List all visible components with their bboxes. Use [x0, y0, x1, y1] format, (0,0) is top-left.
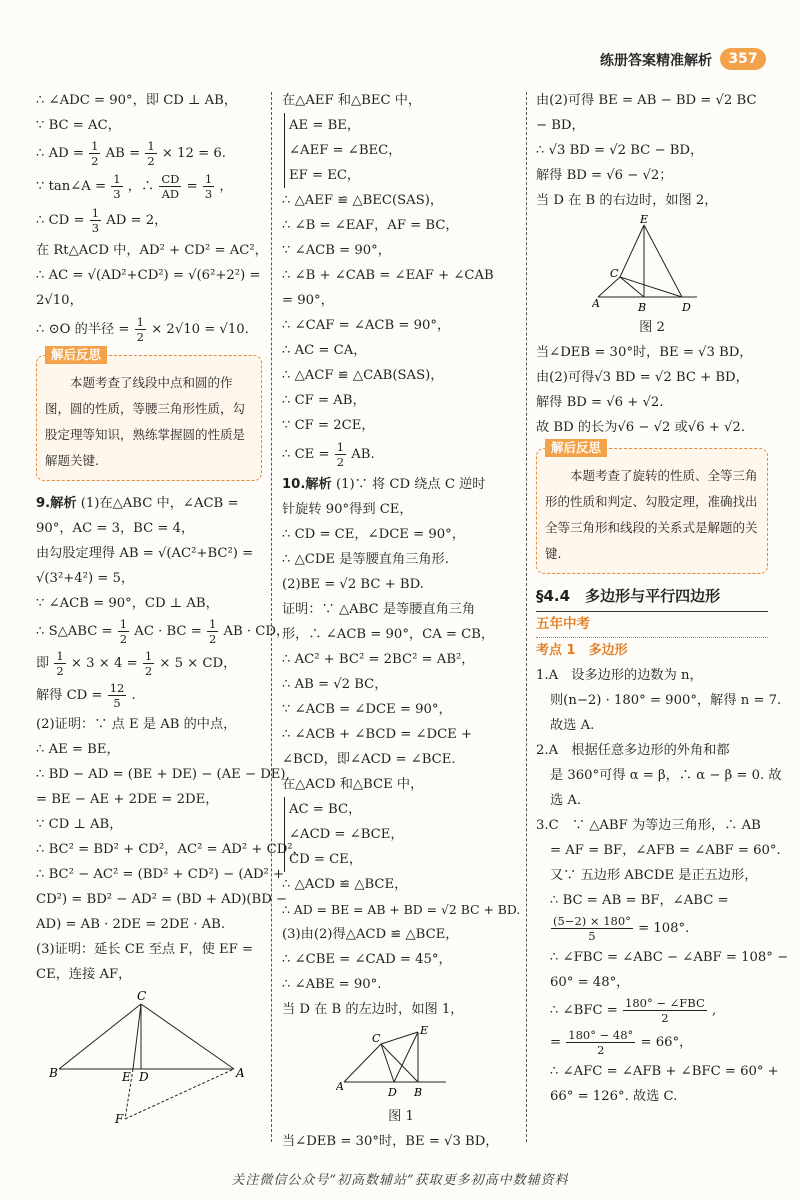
fraction: [143, 649, 154, 678]
point-label-a: A: [592, 297, 600, 310]
fraction-num: 1: [147, 139, 155, 153]
fraction: [623, 996, 707, 1025]
text-line: 当∠DEB = 30°时，BE = √3 BD，: [282, 1134, 499, 1149]
page-footer: 关注微信公众号“初高数辅站”获取更多初高中数辅资料: [231, 1173, 569, 1188]
text-line: 由勾股定理得 AB = √(AC²+BC²) =: [36, 546, 254, 561]
column-divider: [271, 92, 272, 1142]
text-line: ∴ BC = AB = BF，∠ABC =: [550, 893, 729, 908]
column-2: [282, 88, 520, 1154]
reflection-text: 本题考查了线段中点和圆的作图，圆的性质，等腰三角形性质，勾股定理等知识，熟练掌握圆的性质是解题关键.: [45, 375, 246, 468]
text-line: ∵ ∠ACB = 90°，CD ⊥ AB，: [36, 596, 219, 611]
fraction: [108, 681, 127, 710]
text-line: ∴ √3 BD = √2 BC − BD，: [536, 143, 704, 158]
fraction: [54, 649, 65, 678]
fraction-den: 2: [147, 154, 155, 168]
point-label-c: C: [372, 1032, 381, 1045]
text-line: [36, 138, 262, 170]
text-line: 当∠DEB = 30°时，BE = √3 BD，: [536, 345, 753, 360]
text-line: 选 A.: [550, 793, 582, 808]
fraction-den: 2: [336, 455, 345, 469]
text-line: [536, 1027, 768, 1059]
text-line: = AF = BF，∠AFB = ∠ABF = 60°.: [550, 843, 781, 858]
text-line: [36, 313, 262, 347]
text-line: EF = EC，: [289, 168, 361, 183]
text-line: 形，∴ ∠ACB = 90°，CA = CB，: [282, 627, 495, 642]
text-line: 1.A 设多边形的边数为 n，: [536, 668, 703, 683]
fraction-num: 1: [119, 617, 128, 631]
text-seg: 解得 CD =: [36, 688, 103, 703]
fraction: [551, 914, 633, 943]
text-line: 证明：∵ △ABC 是等腰直角三角: [282, 602, 476, 617]
fraction-den: 2: [597, 1043, 605, 1057]
text-seg: ∴ CD =: [36, 213, 85, 228]
column-3: [536, 88, 789, 1109]
text-line: 解得 BD = √6 + √2.: [536, 395, 664, 410]
text-line: 则(n−2) · 180° = 900°，解得 n = 7.: [550, 693, 782, 708]
column-1: [36, 88, 306, 1124]
text-line: ∴ AC = CA，: [282, 343, 367, 358]
text-line: 是 360°可得 α = β，∴ α − β = 0. 故: [550, 768, 782, 783]
text-line: √(3²+4²) = 5，: [36, 571, 135, 586]
text-line: ∴ AE = BE，: [36, 742, 120, 757]
reflection-box: [536, 440, 768, 574]
reflection-text: 本题考查了旋转的性质、全等三角形的性质和判定、勾股定理，准确找出全等三角形和线段的关系式是解题的关键.: [545, 468, 758, 561]
text-line: 90°，AC = 3，BC = 4，: [36, 521, 195, 536]
text-line: ∴ ∠B = ∠EAF，AF = BC，: [282, 218, 459, 233]
text-line: 在 Rt△ACD 中，AD² + CD² = AC²，: [36, 243, 268, 258]
text-seg: ∴ ∠BFC =: [550, 1003, 618, 1018]
text-line: ∴ △CDE 是等腰直角三角形.: [282, 552, 449, 567]
text-line: CE，连接 AF，: [36, 967, 132, 982]
text-line: ∵ ∠ACB = ∠DCE = 90°，: [282, 702, 452, 717]
fraction-num: 1: [204, 172, 213, 186]
fraction: [118, 617, 129, 646]
text-seg: =: [186, 179, 198, 194]
text-seg: AC · BC =: [134, 624, 202, 639]
text-line: 由(2)可得 BE = AB − BD = √2 BC: [536, 93, 757, 108]
fraction-num: CD: [161, 172, 180, 186]
point-label-d: D: [682, 301, 691, 314]
text-line: = BE − AE + 2DE = 2DE，: [36, 792, 219, 807]
subsection-heading: 五年中考: [536, 612, 768, 638]
text-seg: ，∴: [127, 179, 155, 194]
fraction-den: 2: [119, 632, 128, 646]
fraction-num: 1: [113, 172, 121, 186]
text-line: ∵ CF = 2CE，: [282, 418, 375, 433]
text-seg: AB.: [351, 447, 375, 462]
text-line: [36, 491, 262, 516]
text-line: ∴ ∠B + ∠CAB = ∠EAF + ∠CAB: [282, 268, 494, 283]
fraction-den: 2: [661, 1011, 669, 1025]
text-line: ∴ BC² − AC² = (BD² + CD²) − (AD² +: [36, 867, 285, 882]
text-seg: AB · CD，: [223, 624, 290, 639]
text-line: [36, 680, 262, 712]
reflection-box: [36, 347, 262, 481]
text-line: 在△AEF 和△BEC 中，: [282, 93, 422, 108]
text-seg: ∵ tan∠A =: [36, 179, 107, 194]
text-seg: = 108°.: [638, 921, 690, 936]
text-line: ∵ CD ⊥ AB，: [36, 817, 123, 832]
text-line: ∠AEF = ∠BEC，: [289, 143, 402, 158]
text-seg: ∴ CE =: [282, 447, 330, 462]
text-line: 60° = 48°，: [550, 975, 630, 990]
text-seg: ，: [219, 179, 233, 194]
text-line: ∴ CD = CE，∠DCE = 90°，: [282, 527, 465, 542]
text-line: 2.A 根据任意多边形的外角和都: [536, 743, 730, 758]
page-header-title: 练册答案精准解析: [600, 53, 712, 69]
fraction-num: (5−2) × 180°: [553, 914, 631, 928]
text-line: 故 BD 的长为√6 − √2 或√6 + √2.: [536, 420, 746, 435]
text-seg: AD = 2，: [106, 213, 168, 228]
fraction-num: 1: [136, 315, 144, 329]
text-line: ∴ △ACF ≌ △CAB(SAS)，: [282, 368, 444, 383]
point-label-d: D: [388, 1086, 397, 1099]
fraction-den: 3: [204, 187, 213, 201]
text-seg: .: [131, 688, 136, 703]
text-line: CD²) = BD² − AD² = (BD + AD)(BD −: [36, 892, 288, 907]
text-line: ∴ ∠AFC = ∠AFB + ∠BFC = 60° +: [550, 1064, 779, 1079]
text-seg: ,: [711, 1003, 717, 1018]
text-line: 当 D 在 B 的右边时，如图 2，: [536, 193, 718, 208]
point-label-d: D: [139, 1070, 149, 1084]
text-seg: ∴ ⊙O 的半径 =: [36, 322, 130, 337]
text-seg: ∴ AD =: [36, 146, 84, 161]
point-label-e: E: [640, 215, 649, 226]
text-seg: × 5 × CD，: [159, 656, 237, 671]
fraction: [207, 617, 218, 646]
text-seg: × 3 × 4 =: [70, 656, 138, 671]
fraction: [145, 139, 156, 168]
fraction-num: 1: [336, 440, 345, 454]
text-line: CD = CE，: [289, 852, 363, 867]
text-seg: (1)在△ABC 中，∠ACB =: [80, 496, 239, 511]
text-line: ∠BCD，即∠ACD = ∠BCE.: [282, 752, 456, 767]
text-line: ∴ CF = AB，: [282, 393, 366, 408]
fraction: [111, 172, 122, 201]
text-seg: =: [550, 1035, 562, 1050]
fraction-den: 3: [113, 187, 121, 201]
fraction: [89, 139, 100, 168]
text-line: [536, 995, 768, 1027]
reflection-title: 解后反思: [545, 439, 607, 457]
question-label: 9.解析: [36, 496, 77, 511]
reflection-title: 解后反思: [45, 346, 107, 364]
text-line: AE = BE，: [289, 118, 361, 133]
text-line: (3)证明：延长 CE 至点 F，使 EF =: [36, 942, 254, 957]
text-line: ∴ ∠CBE = ∠CAD = 45°，: [282, 952, 452, 967]
text-line: ∠ACD = ∠BCE，: [289, 827, 404, 842]
point-label-b: B: [414, 1086, 423, 1099]
fraction-den: 2: [56, 664, 64, 678]
fraction-den: 2: [144, 664, 153, 678]
question-label: 10.解析: [282, 477, 332, 492]
text-line: [536, 913, 768, 945]
text-seg: = 66°，: [640, 1035, 693, 1050]
text-line: ∵ ∠ACB = 90°，: [282, 243, 391, 258]
text-line: = 90°，: [282, 293, 334, 308]
geometry-figure-2: [592, 215, 712, 315]
geometry-figure-q9: [49, 989, 249, 1124]
text-line: [36, 204, 262, 238]
text-line: AD) = AB · 2DE = 2DE · AB.: [36, 917, 226, 932]
text-seg: AB =: [105, 146, 141, 161]
text-seg: × 2√10 = √10.: [151, 322, 249, 337]
fraction-num: 1: [208, 617, 217, 631]
point-label-c: C: [137, 989, 147, 1003]
point-label-a: A: [236, 1066, 245, 1080]
fraction-den: 2: [136, 330, 144, 344]
text-seg: × 12 = 6.: [161, 146, 226, 161]
fraction-num: 1: [144, 649, 153, 663]
text-line: [36, 616, 290, 648]
text-line: ∴ △AEF ≌ △BEC(SAS)，: [282, 193, 444, 208]
fraction: [90, 206, 101, 235]
fraction: [159, 172, 181, 201]
text-line: AC = BC，: [289, 802, 362, 817]
topic-heading: 考点 1 多边形: [536, 643, 628, 658]
text-line: ∴ ∠ABE = 90°.: [282, 977, 382, 992]
point-label-a: A: [336, 1080, 344, 1093]
fraction-den: 5: [588, 929, 596, 943]
text-seg: ∴ S△ABC =: [36, 624, 113, 639]
text-line: [36, 170, 262, 204]
fraction: [335, 440, 346, 469]
point-label-b: B: [638, 301, 647, 314]
brace-group: [284, 797, 520, 872]
fraction-den: 2: [208, 632, 217, 646]
fraction-num: 1: [91, 206, 100, 220]
geometry-figure-1: [336, 1024, 466, 1104]
text-line: ∵ BC = AC，: [36, 118, 121, 133]
point-label-f: F: [115, 1112, 124, 1124]
text-seg: (1)∵ 将 CD 绕点 C 逆时: [335, 477, 486, 492]
text-line: 故选 A.: [550, 718, 595, 733]
text-seg: 即: [36, 656, 50, 671]
fraction-num: 1: [56, 649, 64, 663]
text-line: ∴ AD = BE = AB + BD = √2 BC + BD.: [282, 902, 521, 917]
text-line: 针旋转 90°得到 CE，: [282, 502, 413, 517]
text-line: [282, 472, 520, 497]
fraction-num: 180° − 48°: [568, 1028, 634, 1042]
fraction-num: 180° − ∠FBC: [625, 996, 705, 1010]
text-line: ∴ ∠CAF = ∠ACB = 90°，: [282, 318, 451, 333]
fraction: [566, 1028, 635, 1057]
text-line: 66° = 126°. 故选 C.: [550, 1089, 678, 1104]
text-line: 由(2)可得√3 BD = √2 BC + BD，: [536, 370, 749, 385]
text-line: ∴ AB = √2 BC，: [282, 677, 388, 692]
fraction-den: 3: [91, 221, 100, 235]
point-label-e: E: [122, 1070, 131, 1084]
fraction-num: 12: [109, 681, 125, 695]
point-label-e: E: [420, 1024, 429, 1037]
fraction-den: 2: [91, 154, 99, 168]
fraction-den: AD: [161, 187, 180, 201]
text-line: ∴ ∠ADC = 90°，即 CD ⊥ AB，: [36, 93, 238, 108]
text-line: 解得 BD = √6 − √2；: [536, 168, 673, 183]
text-line: 在△ACD 和△BCE 中，: [282, 777, 424, 792]
text-line: [282, 438, 520, 472]
text-line: 2√10，: [36, 293, 83, 308]
point-label-b: B: [49, 1066, 58, 1080]
text-line: ∴ ∠FBC = ∠ABC − ∠ABF = 108° −: [550, 950, 789, 965]
text-line: (3)由(2)得△ACD ≌ △BCE，: [282, 927, 459, 942]
text-line: ∴ BD − AD = (BE + DE) − (AE − DE): [36, 767, 286, 782]
fraction-num: 1: [91, 139, 99, 153]
point-label-c: C: [610, 267, 619, 280]
text-line: (2)证明：∵ 点 E 是 AB 的中点，: [36, 717, 237, 732]
text-line: ∴ AC² + BC² = 2BC² = AB²，: [282, 652, 475, 667]
text-line: [36, 648, 262, 680]
text-line: 又∵ 五边形 ABCDE 是正五边形，: [550, 868, 758, 883]
text-line: ∴ BC² = BD² + CD²，AC² = AD² + CD²，: [36, 842, 306, 857]
fraction-den: 5: [113, 696, 121, 710]
text-line: − BD，: [536, 118, 585, 133]
text-line: 当 D 在 B 的左边时，如图 1，: [282, 1002, 464, 1017]
text-line: ∴ AC = √(AD²+CD²) = √(6²+2²) =: [36, 268, 261, 283]
fraction: [135, 315, 146, 344]
text-line: ∴ △ACD ≌ △BCE，: [282, 877, 408, 892]
section-heading: §4.4 多边形与平行四边形: [536, 584, 768, 612]
figure-caption: 图 2: [639, 320, 665, 335]
text-line: ∴ ∠ACB + ∠BCD = ∠DCE +: [282, 727, 473, 742]
column-divider: [526, 92, 527, 1142]
brace-group: [284, 113, 520, 188]
figure-caption: 图 1: [388, 1109, 414, 1124]
text-line: (2)BE = √2 BC + BD.: [282, 577, 424, 592]
fraction: [203, 172, 214, 201]
text-line: 3.C ∵ △ABF 为等边三角形，∴ AB: [536, 818, 761, 833]
page-number-badge: 357: [720, 48, 766, 70]
